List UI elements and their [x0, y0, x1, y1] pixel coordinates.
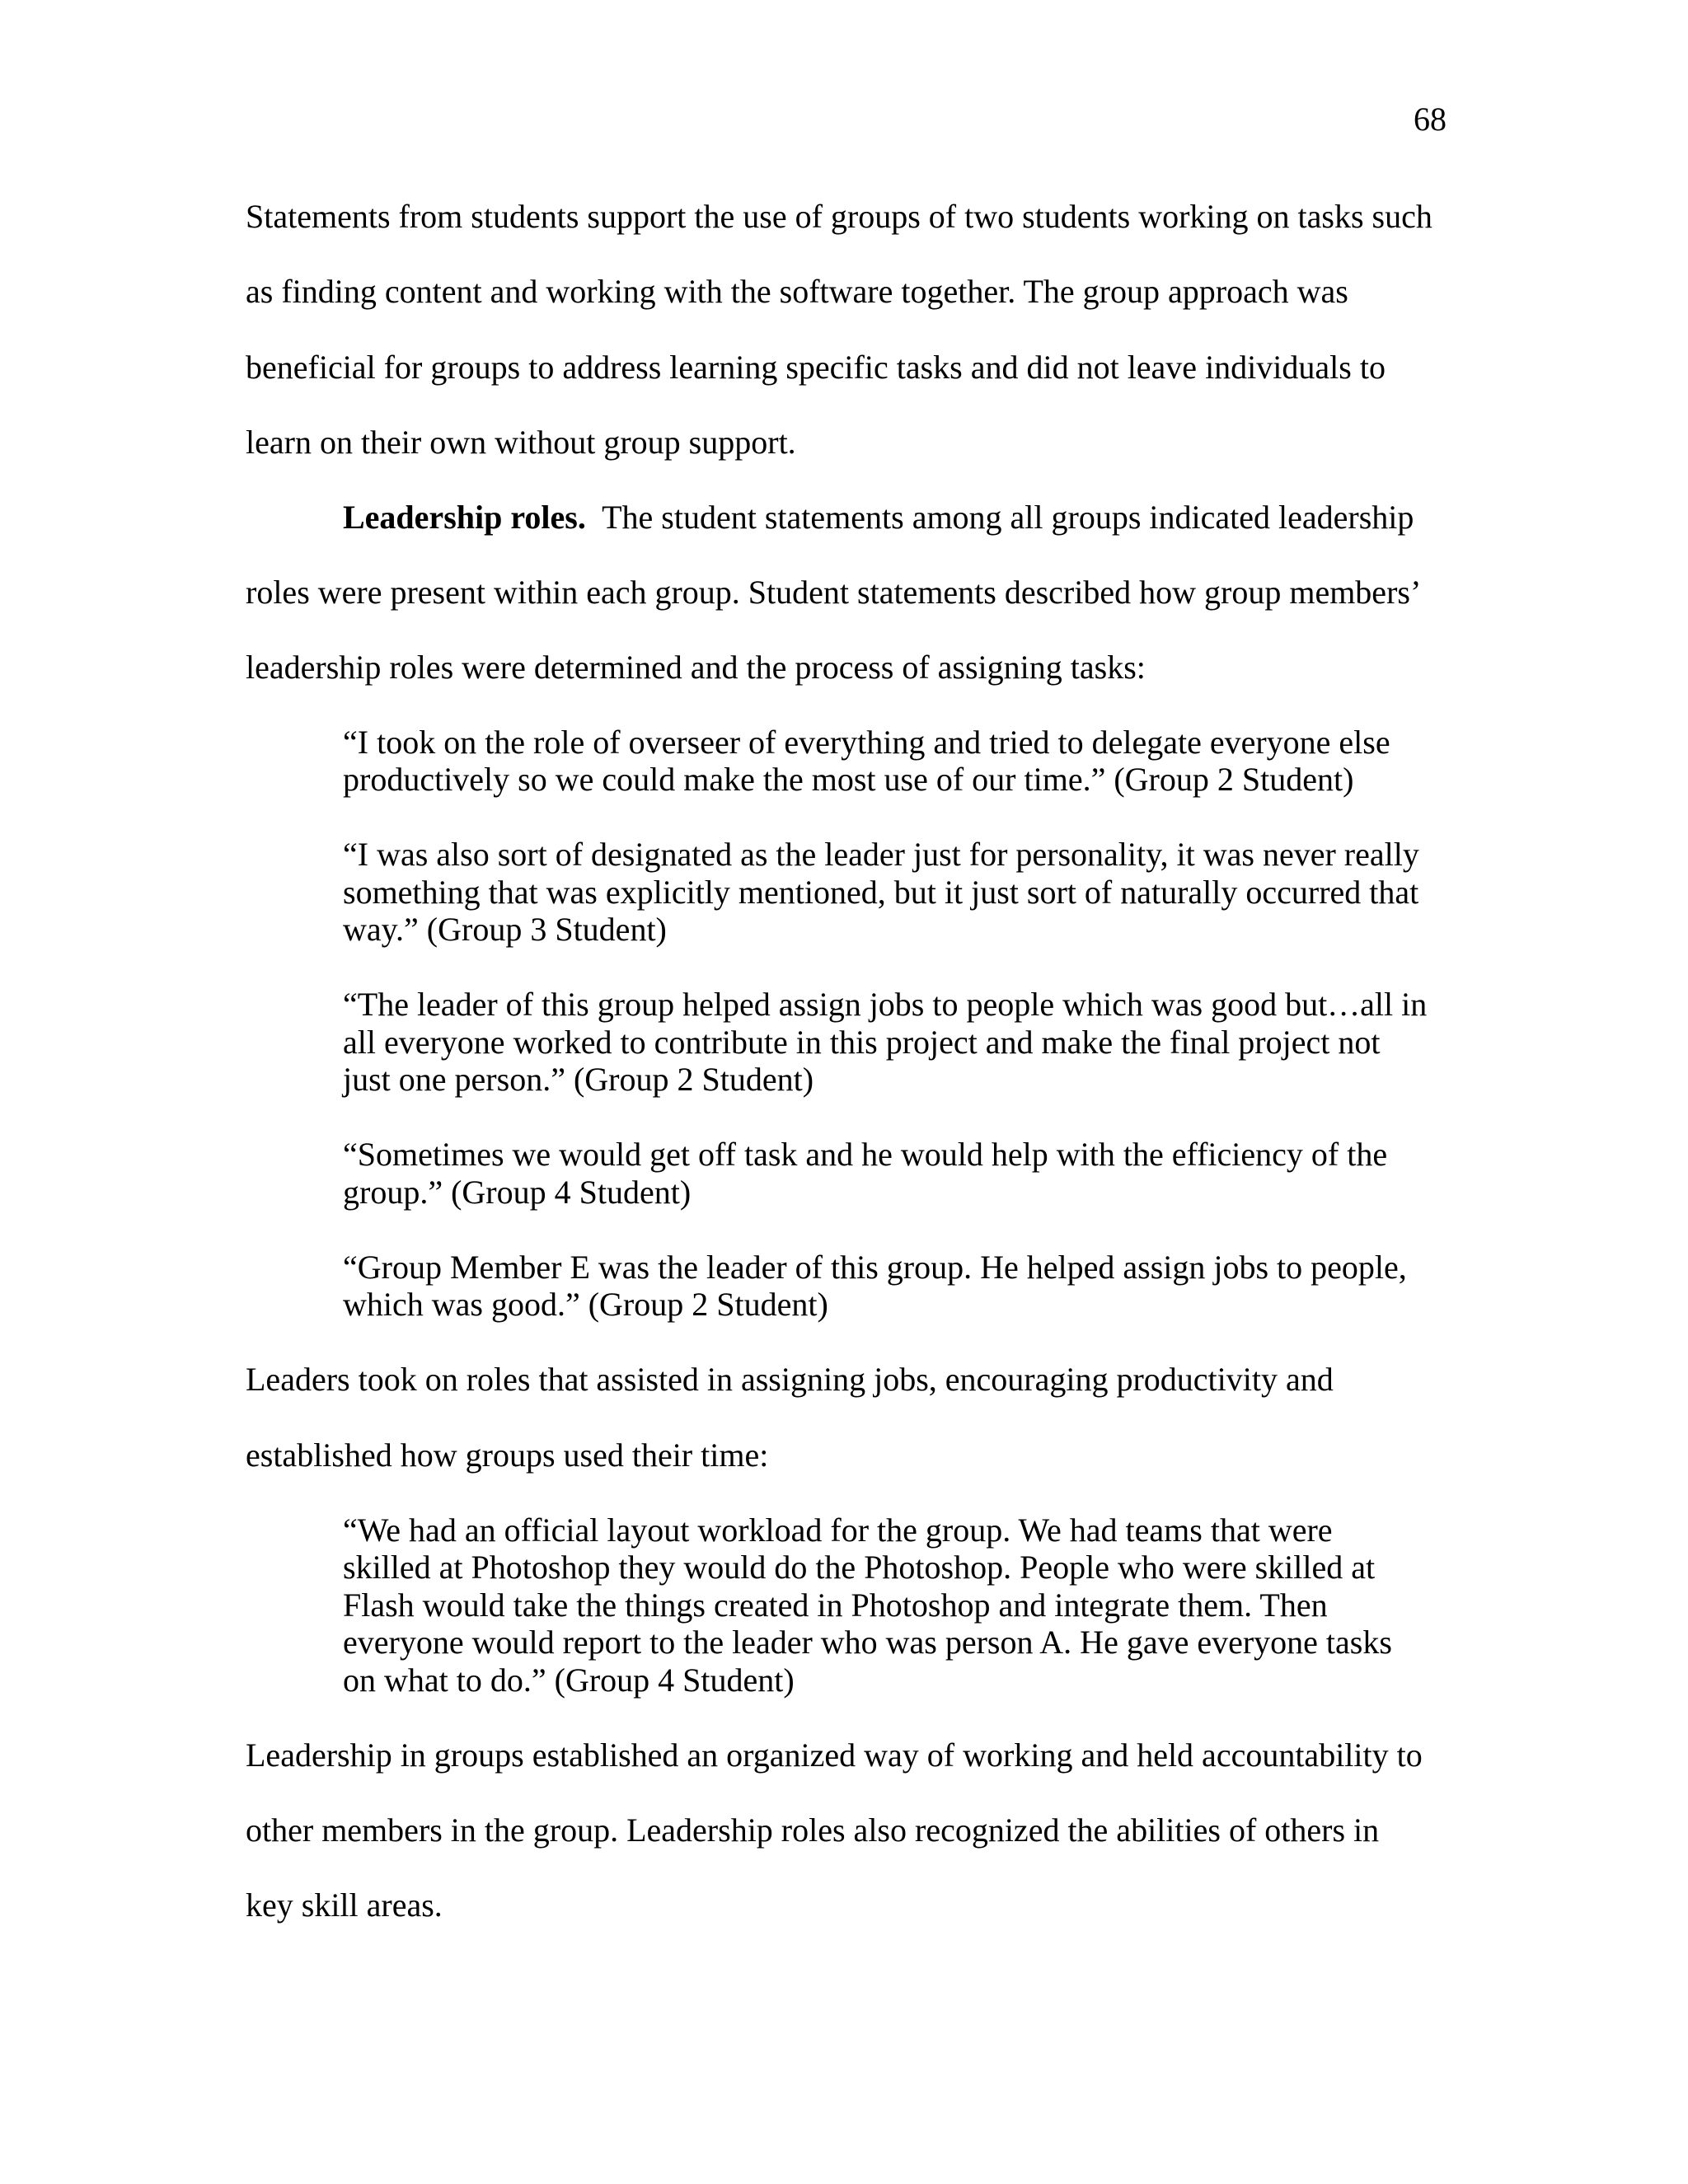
block-quote-line: “I was also sort of designated as the leader just for personality, it was never really	[343, 836, 1419, 873]
paragraph-line: beneficial for groups to address learning specific tasks and did not leave individuals to	[246, 349, 1386, 386]
block-quote-line: which was good.” (Group 2 Student)	[343, 1286, 828, 1323]
block-quote-line: on what to do.” (Group 4 Student)	[343, 1661, 795, 1699]
block-quote-line: productively so we could make the most use of our time.” (Group 2 Student)	[343, 761, 1354, 798]
block-quote-line: “The leader of this group helped assign jobs to people which was good but…all in	[343, 986, 1428, 1023]
block-quote-line: “Group Member E was the leader of this group. He helped assign jobs to people,	[343, 1249, 1407, 1286]
section-heading: Leadership roles.	[343, 499, 586, 536]
paragraph-line: roles were present within each group. Student statements described how group members’	[246, 574, 1422, 611]
block-quote-line: “We had an official layout workload for the group. We had teams that were	[343, 1511, 1333, 1549]
block-quote-line: “I took on the role of overseer of everything and tried to delegate everyone else	[343, 724, 1390, 761]
page-number: 68	[1414, 101, 1447, 138]
block-quote-line: Flash would take the things created in Photoshop and integrate them. Then	[343, 1586, 1328, 1624]
paragraph-line: established how groups used their time:	[246, 1436, 769, 1474]
block-quote-line: something that was explicitly mentioned, but it just sort of naturally occurred that	[343, 874, 1419, 911]
paragraph-line: Leadership in groups established an organized way of working and held accountability to	[246, 1736, 1423, 1774]
paragraph-line: other members in the group. Leadership roles also recognized the abilities of others in	[246, 1811, 1380, 1849]
block-quote-line: all everyone worked to contribute in this project and make the final project not	[343, 1024, 1381, 1061]
paragraph-line: Statements from students support the use of groups of two students working on tasks such	[246, 198, 1432, 235]
block-quote-line: group.” (Group 4 Student)	[343, 1174, 692, 1211]
paragraph-line: Leaders took on roles that assisted in assigning jobs, encouraging productivity and	[246, 1361, 1334, 1398]
paragraph-line: as finding content and working with the software together. The group approach was	[246, 273, 1348, 310]
block-quote-line: way.” (Group 3 Student)	[343, 911, 667, 948]
block-quote-line: skilled at Photoshop they would do the Photoshop. People who were skilled at	[343, 1549, 1376, 1586]
paragraph-line: key skill areas.	[246, 1886, 443, 1924]
section-first-line	[343, 499, 1414, 537]
paragraph-line: learn on their own without group support.	[246, 424, 796, 461]
paragraph-line: leadership roles were determined and the process of assigning tasks:	[246, 649, 1146, 686]
block-quote-line: just one person.” (Group 2 Student)	[343, 1061, 814, 1098]
block-quote-line: “Sometimes we would get off task and he would help with the efficiency of the	[343, 1136, 1388, 1173]
section-first-line-text: The student statements among all groups indicated leadership	[585, 499, 1414, 536]
block-quote-line: everyone would report to the leader who was person A. He gave everyone tasks	[343, 1624, 1392, 1661]
